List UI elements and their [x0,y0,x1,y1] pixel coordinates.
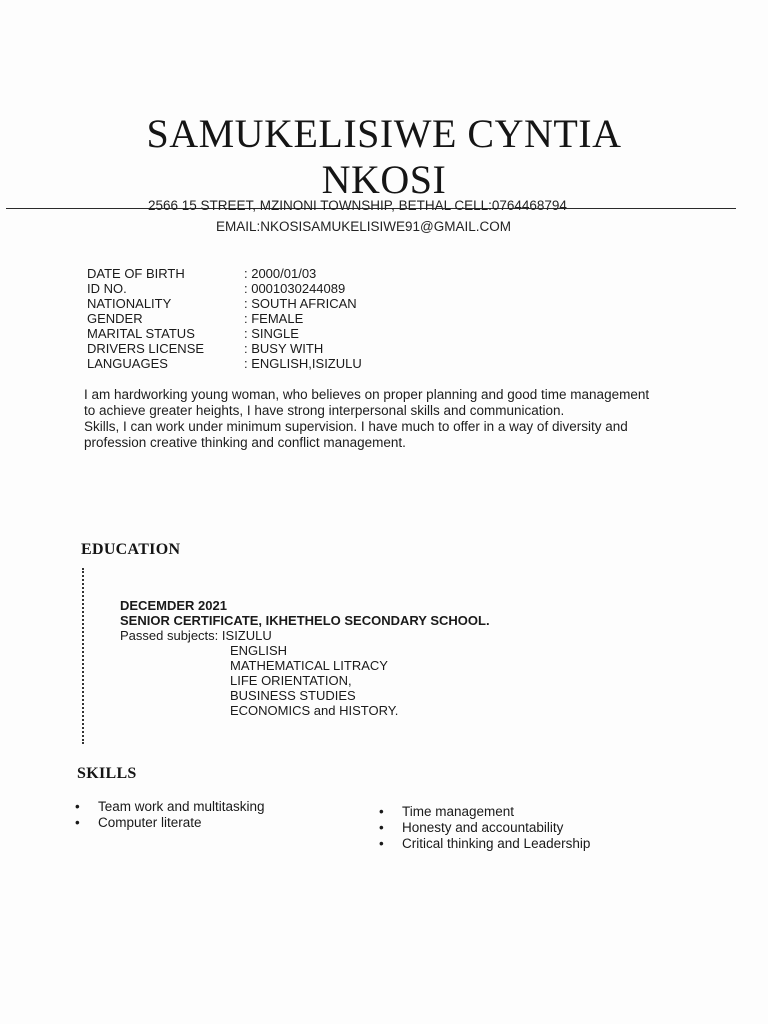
bullet-icon: • [75,815,80,830]
skill-label: Honesty and accountability [402,820,564,835]
education-date: DECEMDER 2021 [120,598,227,613]
detail-label: MARITAL STATUS [87,326,195,341]
detail-value: : SINGLE [244,326,299,341]
skills-list-right [376,804,590,852]
subject-item: MATHEMATICAL LITRACY [230,658,388,673]
skill-item [376,836,590,852]
passed-subjects-label: Passed subjects: [120,628,219,643]
skills-list-left [72,799,265,831]
bullet-icon: • [379,820,384,835]
subject-item: ISIZULU [221,628,272,643]
name-heading-line-1: SAMUKELISIWE CYNTIA [146,111,622,156]
skills-heading: SKILLS [77,765,137,782]
education-heading: EDUCATION [81,541,181,558]
detail-value: : 0001030244089 [244,281,346,296]
subjects-list [230,643,490,718]
education-qualification: SENIOR CERTIFICATE, IKHETHELO SECONDARY SCHOOL. [120,613,490,628]
skill-label: Time management [402,804,515,819]
detail-label: ID NO. [87,281,127,296]
bullet-icon: • [379,804,384,819]
bullet-icon: • [379,836,384,851]
skill-item [376,804,590,820]
email-line: EMAIL:NKOSISAMUKELISIWE91@GMAIL.COM [216,219,512,234]
summary-paragraph-2: Skills, I can work under minimum supervision. I have much to offer in a way of diversity and profession creative thinking and conflict management. [84,419,628,450]
education-dotted-divider [82,568,84,744]
skill-label: Critical thinking and Leadership [402,836,591,851]
skill-item [376,820,590,836]
detail-label: LANGUAGES [87,356,168,371]
detail-label: NATIONALITY [87,296,172,311]
skill-item [72,815,265,831]
bullet-icon: • [75,799,80,814]
detail-value: : 2000/01/03 [244,266,317,281]
skill-label: Team work and multitasking [98,799,265,814]
address-line: 2566 15 STREET, MZINONI TOWNSHIP, BETHAL CELL:0764468794 [148,198,567,213]
detail-value: : ENGLISH,ISIZULU [244,356,362,371]
detail-value: : FEMALE [244,311,304,326]
detail-label: DATE OF BIRTH [87,266,185,281]
subject-item: LIFE ORIENTATION, [230,673,352,688]
education-entry [120,598,490,718]
detail-value: : SOUTH AFRICAN [244,296,357,311]
detail-value: : BUSY WITH [244,341,324,356]
summary-paragraph-1: I am hardworking young woman, who believes on proper planning and good time management to achieve greater heights, I have strong interpersonal skills and communication. [84,387,650,418]
skill-label: Computer literate [98,815,202,830]
name-heading-line-2: NKOSI [321,157,447,202]
subject-item: BUSINESS STUDIES [230,688,356,703]
subject-item: ENGLISH [230,643,288,658]
detail-label: GENDER [87,311,143,326]
passed-subjects-line [120,628,490,643]
detail-label: DRIVERS LICENSE [87,341,205,356]
personal-summary [84,387,654,451]
subject-item: ECONOMICS and HISTORY. [230,703,399,718]
skill-item [72,799,265,815]
